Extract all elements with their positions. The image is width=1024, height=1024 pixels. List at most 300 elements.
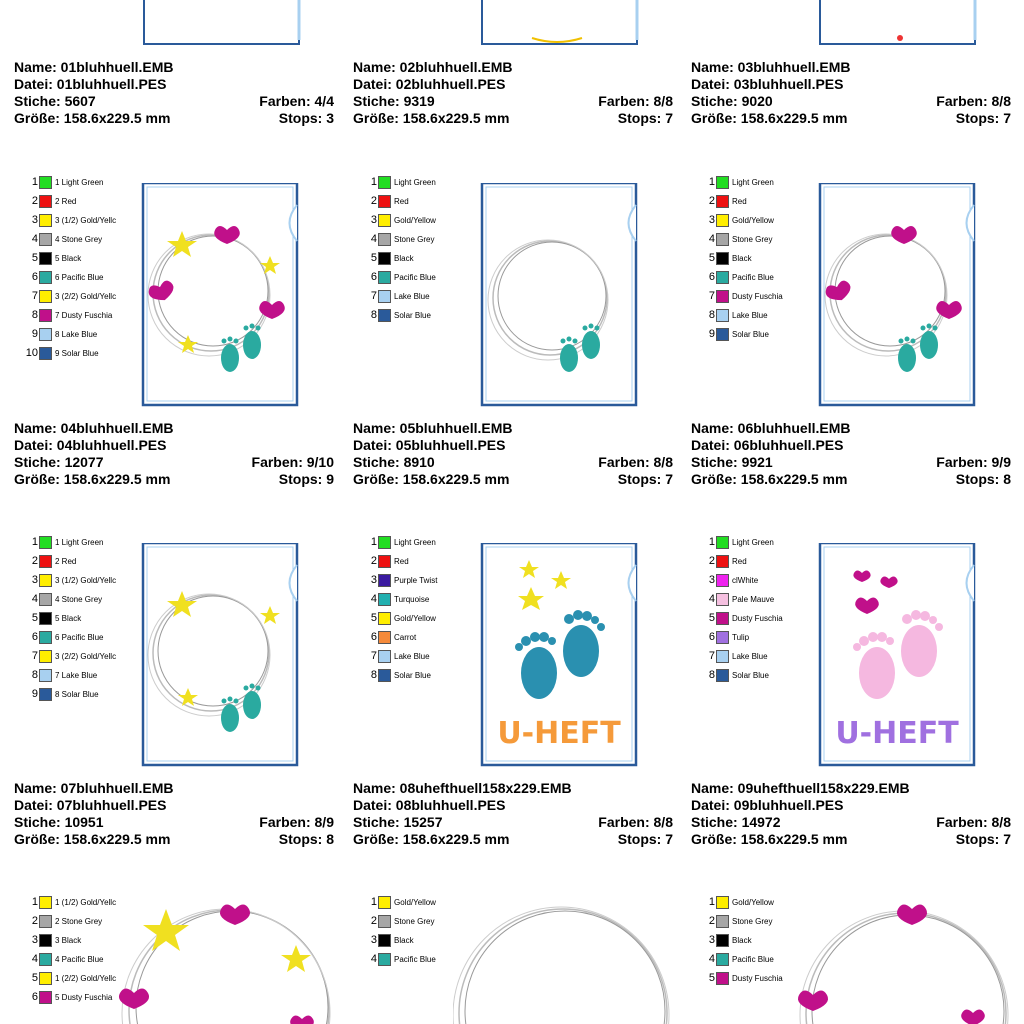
color-swatch <box>39 214 52 227</box>
design-card-08[interactable] <box>353 535 691 895</box>
color-chip-number: 6 <box>31 271 38 283</box>
color-chip <box>357 630 487 646</box>
color-chip-number: 1 <box>370 896 377 908</box>
color-chip <box>18 194 148 210</box>
design-info-07 <box>14 780 334 848</box>
color-chip-number: 3 <box>708 574 715 586</box>
color-chip <box>18 308 148 324</box>
color-chip-label: Purple Twist <box>394 576 438 585</box>
color-count: Farben: 8/8 <box>598 454 673 470</box>
design-info-03 <box>691 59 1011 127</box>
color-chip <box>18 611 148 627</box>
color-swatch <box>716 328 729 341</box>
color-swatch <box>39 309 52 322</box>
color-swatch <box>39 896 52 909</box>
color-swatch <box>716 555 729 568</box>
color-chip-label: Red <box>732 557 747 566</box>
color-chip-label: Lake Blue <box>732 311 768 320</box>
stop-count: Stops: 7 <box>617 471 673 487</box>
color-chip <box>695 611 825 627</box>
color-count: Farben: 8/8 <box>598 93 673 109</box>
color-chip-label: Turquoise <box>394 595 430 604</box>
color-swatch <box>378 934 391 947</box>
color-chip <box>695 535 825 551</box>
color-swatch <box>716 574 729 587</box>
color-chip-number: 1 <box>31 176 38 188</box>
color-chip-label: 4 Pacific Blue <box>55 955 104 964</box>
design-info-08 <box>353 780 673 848</box>
stop-count: Stops: 7 <box>617 831 673 847</box>
color-swatch <box>39 347 52 360</box>
color-chip <box>18 270 148 286</box>
color-chip-label: 2 Red <box>55 557 77 566</box>
color-chip-number: 4 <box>370 593 377 605</box>
color-chip-label: Dusty Fuschia <box>732 614 783 623</box>
color-chip-label: Black <box>732 254 752 263</box>
color-chip-number: 6 <box>708 271 715 283</box>
color-chip <box>695 573 825 589</box>
color-chip-number: 7 <box>31 650 38 662</box>
color-swatch <box>716 896 729 909</box>
color-swatch <box>716 915 729 928</box>
stitch-count: Stiche: 5607 <box>14 93 96 109</box>
color-chip-number: 2 <box>31 195 38 207</box>
color-chip-label: 9 Solar Blue <box>55 349 99 358</box>
color-chip-label: Pale Mauve <box>732 595 775 604</box>
color-swatch <box>378 233 391 246</box>
stop-count: Stops: 7 <box>617 110 673 126</box>
color-swatch <box>716 953 729 966</box>
color-chip <box>695 554 825 570</box>
stitch-count: Stiche: 9020 <box>691 93 773 109</box>
color-swatch <box>39 631 52 644</box>
stop-count: Stops: 8 <box>955 471 1011 487</box>
design-thumbnail[interactable] <box>453 895 683 1024</box>
design-card-09[interactable] <box>691 535 1024 895</box>
color-swatch <box>378 555 391 568</box>
design-card-02[interactable] <box>342 0 680 60</box>
design-size: Größe: 158.6x229.5 mm <box>353 471 510 487</box>
design-file: Datei: 05bluhhuell.PES <box>353 437 506 453</box>
color-chip <box>357 611 487 627</box>
color-chip <box>18 535 148 551</box>
color-chip-label: 1 Light Green <box>55 178 104 187</box>
color-chip-label: Black <box>394 936 414 945</box>
color-chip-number: 6 <box>31 991 38 1003</box>
color-chip-number: 8 <box>370 309 377 321</box>
design-name: Name: 02bluhhuell.EMB <box>353 59 513 75</box>
stop-count: Stops: 7 <box>955 831 1011 847</box>
color-chip <box>357 573 487 589</box>
color-chip-label: 1 (2/2) Gold/Yellc <box>55 974 117 983</box>
color-swatch <box>716 934 729 947</box>
color-count: Farben: 8/8 <box>936 814 1011 830</box>
color-swatch <box>39 290 52 303</box>
color-swatch <box>378 195 391 208</box>
design-info-09 <box>691 780 1011 848</box>
color-chip <box>18 630 148 646</box>
color-chip-number: 4 <box>370 953 377 965</box>
color-chip-label: 5 Dusty Fuschia <box>55 993 113 1002</box>
color-chip <box>357 308 487 324</box>
color-chip-number: 8 <box>370 669 377 681</box>
color-chip <box>357 535 487 551</box>
color-chip-label: 4 Stone Grey <box>55 235 103 244</box>
color-chip <box>695 289 825 305</box>
design-file: Datei: 07bluhhuell.PES <box>14 797 167 813</box>
color-chip-number: 2 <box>708 915 715 927</box>
color-chip-number: 4 <box>31 953 38 965</box>
color-swatch <box>378 953 391 966</box>
design-card-03[interactable] <box>680 0 1018 60</box>
color-chip-number: 8 <box>31 669 38 681</box>
color-chip-label: Lake Blue <box>394 292 430 301</box>
color-chip-number: 1 <box>708 536 715 548</box>
color-swatch <box>39 915 52 928</box>
color-chip <box>695 213 825 229</box>
color-chip <box>695 649 825 665</box>
color-chip-label: 3 (1/2) Gold/Yellc <box>55 216 117 225</box>
color-chip-number: 3 <box>31 934 38 946</box>
color-count: Farben: 9/9 <box>936 454 1011 470</box>
color-chip-label: 5 Black <box>55 254 82 263</box>
color-swatch <box>39 934 52 947</box>
color-swatch <box>378 593 391 606</box>
design-card-12[interactable] <box>691 895 1024 1024</box>
color-chip-label: Gold/Yellow <box>394 898 436 907</box>
color-chip-number: 1 <box>370 536 377 548</box>
color-chip-number: 4 <box>708 593 715 605</box>
color-chip-label: Stone Grey <box>394 235 435 244</box>
design-name: Name: 09uhefthuell158x229.EMB <box>691 780 910 796</box>
design-file: Datei: 06bluhhuell.PES <box>691 437 844 453</box>
color-chip-label: Pacific Blue <box>394 955 436 964</box>
color-count: Farben: 8/8 <box>936 93 1011 109</box>
design-size: Größe: 158.6x229.5 mm <box>14 471 171 487</box>
color-chip-number: 1 <box>708 896 715 908</box>
color-chip-number: 7 <box>370 290 377 302</box>
color-chip-number: 8 <box>708 309 715 321</box>
color-swatch <box>716 612 729 625</box>
color-swatch <box>39 593 52 606</box>
color-chip-number: 4 <box>31 233 38 245</box>
color-chip-label: Dusty Fuschia <box>732 974 783 983</box>
color-chip-number: 3 <box>708 934 715 946</box>
color-swatch <box>378 612 391 625</box>
color-chip-number: 5 <box>708 612 715 624</box>
color-chip-number: 1 <box>708 176 715 188</box>
color-chip-label: 3 Black <box>55 936 82 945</box>
color-chip-label: 7 Dusty Fuschia <box>55 311 113 320</box>
color-chip-label: 6 Pacific Blue <box>55 633 104 642</box>
design-name: Name: 07bluhhuell.EMB <box>14 780 174 796</box>
design-thumbnail[interactable] <box>479 543 654 783</box>
design-size: Größe: 158.6x229.5 mm <box>691 471 848 487</box>
color-chip-label: Carrot <box>394 633 417 642</box>
design-size: Größe: 158.6x229.5 mm <box>14 110 171 126</box>
color-swatch <box>39 612 52 625</box>
color-swatch <box>716 271 729 284</box>
color-chip <box>695 630 825 646</box>
color-chip-number: 9 <box>31 328 38 340</box>
design-thumbnail[interactable] <box>817 183 992 423</box>
color-chip-label: Solar Blue <box>394 671 431 680</box>
color-chip-label: Red <box>732 197 747 206</box>
color-chip-label: 2 Stone Grey <box>55 917 103 926</box>
color-chip-number: 1 <box>370 176 377 188</box>
design-file: Datei: 03bluhhuell.PES <box>691 76 844 92</box>
design-info-06 <box>691 420 1011 488</box>
color-chip-label: 7 Lake Blue <box>55 671 98 680</box>
design-thumbnail[interactable] <box>479 183 654 423</box>
color-swatch <box>716 972 729 985</box>
color-swatch <box>716 176 729 189</box>
color-chip-number: 9 <box>31 688 38 700</box>
stop-count: Stops: 3 <box>278 110 334 126</box>
color-chip-label: 6 Pacific Blue <box>55 273 104 282</box>
color-chip <box>695 232 825 248</box>
design-info-01 <box>14 59 334 127</box>
color-chip-label: 8 Solar Blue <box>55 690 99 699</box>
color-swatch <box>378 252 391 265</box>
color-chip-number: 3 <box>708 214 715 226</box>
color-chip-label: Stone Grey <box>732 235 773 244</box>
design-thumbnail[interactable] <box>140 183 315 423</box>
color-chip-number: 1 <box>31 896 38 908</box>
color-chip <box>18 573 148 589</box>
color-swatch <box>39 252 52 265</box>
color-chip-label: Lake Blue <box>394 652 430 661</box>
color-chip-number: 4 <box>370 233 377 245</box>
color-chip-label: Light Green <box>394 538 436 547</box>
color-swatch <box>39 991 52 1004</box>
color-chip-label: Solar Blue <box>732 330 769 339</box>
color-chip-label: Tulip <box>732 633 750 642</box>
design-file: Datei: 01bluhhuell.PES <box>14 76 167 92</box>
color-chip-number: 5 <box>31 252 38 264</box>
color-count: Farben: 8/8 <box>598 814 673 830</box>
color-chip <box>18 668 148 684</box>
design-size: Größe: 158.6x229.5 mm <box>691 110 848 126</box>
color-chip-label: Dusty Fuschia <box>732 292 783 301</box>
design-thumbnail[interactable] <box>791 895 1021 1024</box>
color-chip-label: Gold/Yellow <box>394 216 436 225</box>
color-swatch <box>378 214 391 227</box>
color-chip <box>357 175 487 191</box>
design-thumbnail[interactable] <box>140 543 315 783</box>
color-chip <box>18 327 148 343</box>
design-name: Name: 08uhefthuell158x229.EMB <box>353 780 572 796</box>
color-chip-label: Light Green <box>732 178 774 187</box>
color-swatch <box>39 650 52 663</box>
stitch-count: Stiche: 9319 <box>353 93 435 109</box>
design-name: Name: 03bluhhuell.EMB <box>691 59 851 75</box>
color-chip <box>695 175 825 191</box>
design-info-04 <box>14 420 334 488</box>
design-file: Datei: 04bluhhuell.PES <box>14 437 167 453</box>
color-swatch <box>378 574 391 587</box>
color-chip-number: 6 <box>370 271 377 283</box>
design-thumbnail[interactable] <box>114 895 344 1024</box>
color-chip-number: 3 <box>370 214 377 226</box>
color-chip <box>18 213 148 229</box>
design-info-05 <box>353 420 673 488</box>
design-thumbnail[interactable] <box>817 543 992 783</box>
color-chip-number: 2 <box>370 195 377 207</box>
design-name: Name: 01bluhhuell.EMB <box>14 59 174 75</box>
color-chip <box>357 213 487 229</box>
color-chip-number: 2 <box>370 555 377 567</box>
color-chip-number: 5 <box>370 612 377 624</box>
color-chip <box>695 194 825 210</box>
color-chip <box>695 327 825 343</box>
color-chip-number: 5 <box>708 972 715 984</box>
design-card-07[interactable] <box>14 535 352 895</box>
color-swatch <box>716 669 729 682</box>
uheft-label: U-HEFT <box>497 716 621 751</box>
color-chip-number: 1 <box>31 536 38 548</box>
color-chip <box>695 668 825 684</box>
color-chip <box>357 592 487 608</box>
color-chip-label: Light Green <box>394 178 436 187</box>
design-file: Datei: 08bluhhuell.PES <box>353 797 506 813</box>
color-swatch <box>378 915 391 928</box>
color-chip <box>18 346 148 362</box>
color-chip-number: 5 <box>31 972 38 984</box>
color-chip-number: 8 <box>31 309 38 321</box>
color-chip-number: 4 <box>708 233 715 245</box>
color-chip-number: 3 <box>370 934 377 946</box>
color-swatch <box>39 233 52 246</box>
stitch-count: Stiche: 9921 <box>691 454 773 470</box>
color-chip <box>695 270 825 286</box>
color-swatch <box>378 536 391 549</box>
design-name: Name: 04bluhhuell.EMB <box>14 420 174 436</box>
stop-count: Stops: 7 <box>955 110 1011 126</box>
color-chip-number: 2 <box>708 555 715 567</box>
color-chip-label: 3 (2/2) Gold/Yellc <box>55 292 117 301</box>
design-size: Größe: 158.6x229.5 mm <box>14 831 171 847</box>
color-chip-label: 3 (2/2) Gold/Yellc <box>55 652 117 661</box>
color-chip <box>357 232 487 248</box>
color-chip-label: Red <box>394 197 409 206</box>
color-chip <box>357 289 487 305</box>
color-chip-label: 3 (1/2) Gold/Yellc <box>55 576 117 585</box>
color-swatch <box>39 574 52 587</box>
color-chip-label: Lake Blue <box>732 652 768 661</box>
stitch-count: Stiche: 15257 <box>353 814 443 830</box>
color-count: Farben: 4/4 <box>259 93 334 109</box>
color-chip-number: 7 <box>708 290 715 302</box>
color-chip <box>357 668 487 684</box>
color-chip-number: 3 <box>31 574 38 586</box>
color-chip-number: 4 <box>708 953 715 965</box>
design-info-02 <box>353 59 673 127</box>
design-size: Größe: 158.6x229.5 mm <box>353 110 510 126</box>
color-swatch <box>39 271 52 284</box>
color-swatch <box>378 309 391 322</box>
color-swatch <box>378 896 391 909</box>
color-chip <box>357 251 487 267</box>
color-swatch <box>716 593 729 606</box>
design-card-05[interactable] <box>353 175 691 535</box>
color-chip-label: Black <box>394 254 414 263</box>
color-chip-number: 7 <box>370 650 377 662</box>
color-swatch <box>716 536 729 549</box>
color-swatch <box>716 252 729 265</box>
color-chip <box>695 592 825 608</box>
color-chip-number: 3 <box>31 214 38 226</box>
color-chip-number: 3 <box>370 574 377 586</box>
design-card-04[interactable] <box>14 175 352 535</box>
color-swatch <box>39 536 52 549</box>
color-chip-label: Solar Blue <box>732 671 769 680</box>
color-swatch <box>716 195 729 208</box>
color-chip-label: Stone Grey <box>394 917 435 926</box>
color-chip-label: 8 Lake Blue <box>55 330 98 339</box>
color-chip-number: 2 <box>370 915 377 927</box>
color-swatch <box>39 328 52 341</box>
design-size: Größe: 158.6x229.5 mm <box>691 831 848 847</box>
color-count: Farben: 9/10 <box>251 454 334 470</box>
color-chip-label: Black <box>732 936 752 945</box>
color-swatch <box>378 669 391 682</box>
color-swatch <box>716 631 729 644</box>
color-chip <box>18 232 148 248</box>
color-chip <box>695 308 825 324</box>
color-swatch <box>39 953 52 966</box>
color-swatch <box>39 688 52 701</box>
color-chip-label: Pacific Blue <box>394 273 436 282</box>
color-chip <box>18 175 148 191</box>
design-card-11[interactable] <box>353 895 691 1024</box>
color-chip-number: 6 <box>708 631 715 643</box>
color-chip-number: 10 <box>25 347 38 359</box>
color-swatch <box>716 233 729 246</box>
color-chip <box>357 270 487 286</box>
color-chip <box>18 289 148 305</box>
color-swatch <box>378 631 391 644</box>
design-card-01[interactable] <box>4 0 342 60</box>
color-chip-label: Solar Blue <box>394 311 431 320</box>
design-card-10[interactable] <box>14 895 352 1024</box>
color-swatch <box>39 195 52 208</box>
stitch-count: Stiche: 10951 <box>14 814 104 830</box>
color-chip <box>357 649 487 665</box>
color-chip <box>357 194 487 210</box>
color-chip-label: 1 (1/2) Gold/Yellc <box>55 898 117 907</box>
color-chip-number: 6 <box>31 631 38 643</box>
color-chip-number: 9 <box>708 328 715 340</box>
color-count: Farben: 8/9 <box>259 814 334 830</box>
design-card-06[interactable] <box>691 175 1024 535</box>
design-size: Größe: 158.6x229.5 mm <box>353 831 510 847</box>
color-chip <box>18 592 148 608</box>
color-chip-label: 1 Light Green <box>55 538 104 547</box>
design-name: Name: 06bluhhuell.EMB <box>691 420 851 436</box>
color-chip <box>18 251 148 267</box>
design-name: Name: 05bluhhuell.EMB <box>353 420 513 436</box>
color-chip-label: Pacific Blue <box>732 955 774 964</box>
stitch-count: Stiche: 8910 <box>353 454 435 470</box>
color-swatch <box>378 650 391 663</box>
color-chip-label: Stone Grey <box>732 917 773 926</box>
color-chip-number: 7 <box>31 290 38 302</box>
color-chip-number: 6 <box>370 631 377 643</box>
uheft-label: U-HEFT <box>835 716 959 751</box>
color-swatch <box>378 176 391 189</box>
design-file: Datei: 02bluhhuell.PES <box>353 76 506 92</box>
